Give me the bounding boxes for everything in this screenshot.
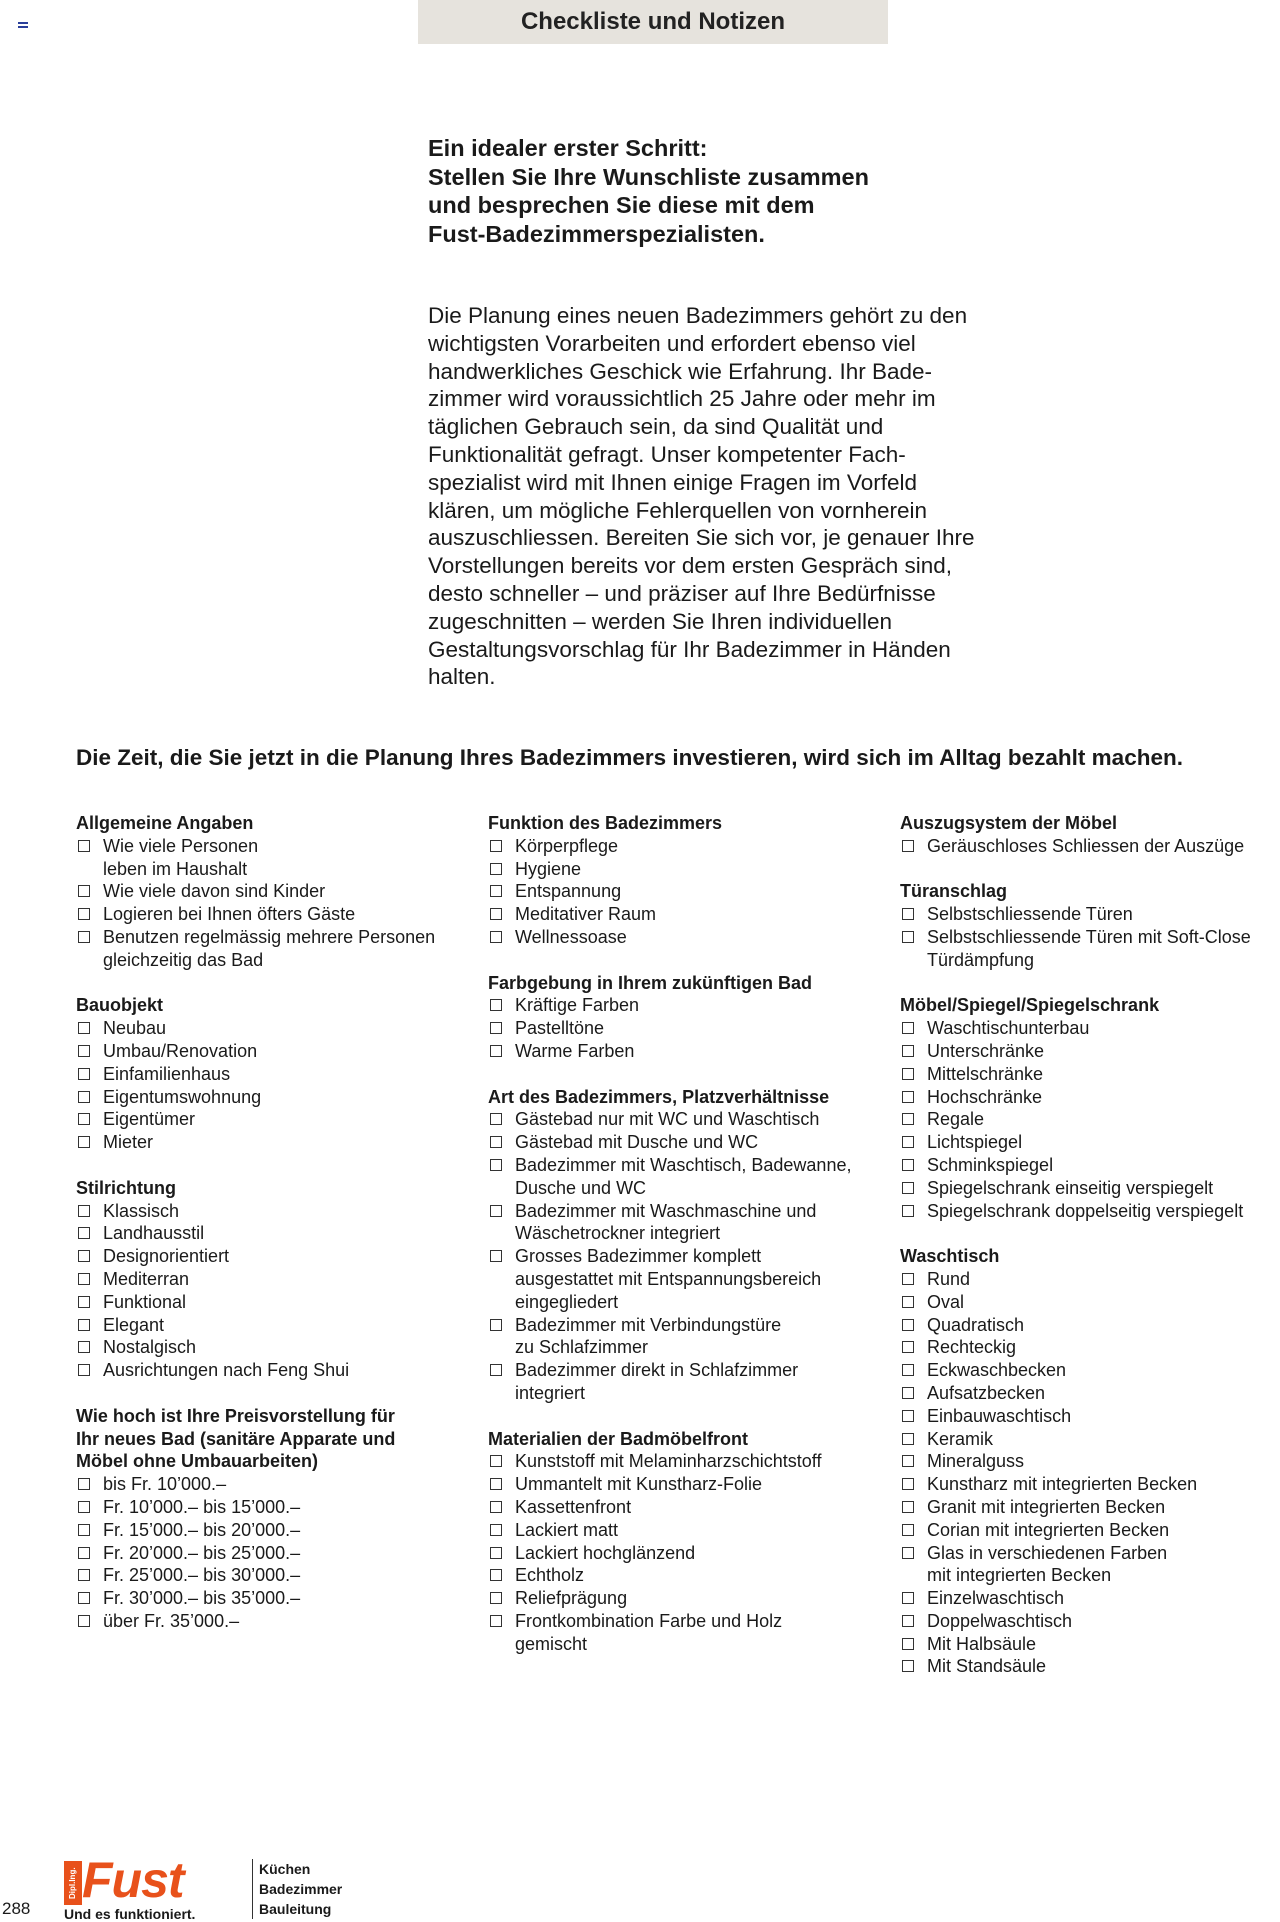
checkbox-icon[interactable]: [902, 1136, 914, 1148]
checklist-item-label: Schminkspiegel: [927, 1154, 1054, 1175]
checklist-item[interactable]: [488, 1154, 888, 1200]
checklist-item-label: Kunstharz mit integrierten Becken: [927, 1474, 1198, 1495]
checkbox-icon[interactable]: [78, 1592, 90, 1604]
checklist-item-label: Spiegelschrank doppelseitig verspiegelt: [927, 1200, 1244, 1221]
checkbox-icon[interactable]: [78, 1319, 90, 1331]
checklist-item[interactable]: [76, 1268, 456, 1291]
checkbox-icon[interactable]: [78, 1045, 90, 1057]
checklist-item-label: Selbstschliessende Türen: [927, 904, 1133, 925]
checklist-item[interactable]: [76, 1086, 456, 1109]
checklist-column-1: [76, 812, 456, 1655]
checklist-item-label: Warme Farben: [515, 1040, 635, 1061]
checkbox-icon[interactable]: [902, 1182, 914, 1194]
checkbox-icon[interactable]: [902, 1592, 914, 1604]
checklist-item-label: Corian mit integrierten Becken: [927, 1519, 1170, 1540]
checklist-item-label: Wie viele davon sind Kinder: [103, 881, 326, 902]
checklist-item-label: Mediterran: [103, 1268, 190, 1289]
checkbox-icon[interactable]: [902, 1296, 914, 1308]
checklist-item[interactable]: [900, 1200, 1280, 1223]
checkbox-icon[interactable]: [902, 1660, 914, 1672]
checkbox-icon[interactable]: [490, 1205, 502, 1217]
checkbox-icon[interactable]: [902, 1524, 914, 1536]
checkbox-icon[interactable]: [78, 1501, 90, 1513]
checkbox-icon[interactable]: [78, 1113, 90, 1125]
logo-badge: Dipl.Ing.: [64, 1861, 82, 1905]
checklist-item-label: Entspannung: [515, 881, 622, 902]
checklist-item[interactable]: [488, 1542, 888, 1565]
checklist-item-label: bis Fr. 10’000.–: [103, 1474, 227, 1495]
checklist-item-label: Ummantelt mit Kunstharz-Folie: [515, 1474, 763, 1495]
checklist-item-label: Rund: [927, 1268, 971, 1289]
checklist-item[interactable]: [900, 1108, 1280, 1131]
checklist-item[interactable]: [488, 1200, 888, 1246]
checkbox-icon[interactable]: [78, 1615, 90, 1627]
checkbox-icon[interactable]: [490, 1592, 502, 1604]
checklist-item-label: Landhausstil: [103, 1223, 205, 1244]
checkbox-icon[interactable]: [490, 1319, 502, 1331]
checklist-item[interactable]: [76, 903, 456, 926]
checklist-item-label: Neubau: [103, 1018, 167, 1039]
checklist-item[interactable]: [900, 1268, 1280, 1291]
checklist-item-label: Granit mit integrierten Becken: [927, 1496, 1166, 1517]
checkbox-icon[interactable]: [902, 1638, 914, 1650]
checklist-item[interactable]: [76, 1040, 456, 1063]
checklist-item-label: Kassettenfront: [515, 1496, 632, 1517]
checklist-item[interactable]: [76, 1017, 456, 1040]
checklist-item-label: Kunststoff mit Melaminharzschichtstoff: [515, 1451, 822, 1472]
intro-heading: Ein idealer erster Schritt: Stellen Sie Ihre Wunschliste zusammen und besprechen Sie diese mit dem Fust-Badezimmerspezialisten.: [428, 135, 869, 247]
checkbox-icon[interactable]: [490, 1501, 502, 1513]
checkbox-icon[interactable]: [490, 1113, 502, 1125]
checklist-item[interactable]: [900, 1382, 1280, 1405]
checkbox-icon[interactable]: [78, 1068, 90, 1080]
checkbox-icon[interactable]: [902, 840, 914, 852]
checkbox-icon[interactable]: [490, 1159, 502, 1171]
checklist-item-label: Mit Standsäule: [927, 1656, 1047, 1677]
checklist-item[interactable]: [900, 1314, 1280, 1337]
checkbox-icon[interactable]: [78, 931, 90, 943]
checkbox-icon[interactable]: [902, 1615, 914, 1627]
checklist-item[interactable]: [900, 1154, 1280, 1177]
section-title: Wie hoch ist Ihre Preisvorstellung für Ihr neues Bad (sanitäre Apparate und Möbel ohne Umbauarbeiten): [76, 1405, 396, 1472]
checklist-item[interactable]: [900, 1177, 1280, 1200]
checklist-item[interactable]: [488, 1245, 888, 1313]
checklist-item[interactable]: [488, 1450, 888, 1473]
checklist-item[interactable]: [488, 1359, 888, 1405]
checkbox-icon[interactable]: [902, 1387, 914, 1399]
checklist-item[interactable]: [76, 1131, 456, 1154]
checkbox-icon[interactable]: [490, 840, 502, 852]
fust-logo: [64, 1852, 244, 1922]
section-title: Art des Badezimmers, Platzverhältnisse: [488, 1086, 830, 1107]
checklist-item-label: Waschtischunterbau: [927, 1018, 1090, 1039]
checklist-item-label: Echtholz: [515, 1565, 585, 1586]
section-title: Waschtisch: [900, 1246, 1000, 1267]
checklist-item-label: Unterschränke: [927, 1040, 1045, 1061]
checkbox-icon[interactable]: [490, 1478, 502, 1490]
checklist-item[interactable]: [76, 1587, 456, 1610]
checklist-item-label: Lackiert matt: [515, 1519, 619, 1540]
checklist-section: [76, 1177, 456, 1382]
checklist-item-label: Reliefprägung: [515, 1588, 628, 1609]
checklist-item[interactable]: [900, 1405, 1280, 1428]
checklist-item-label: Klassisch: [103, 1200, 180, 1221]
checklist-section: [900, 812, 1280, 858]
checklist-item-label: Mieter: [103, 1132, 154, 1153]
checklist-item[interactable]: [488, 858, 888, 881]
checklist-item-label: Körperpflege: [515, 835, 619, 856]
checklist-item-label: Designorientiert: [103, 1246, 230, 1267]
checkbox-icon[interactable]: [490, 1364, 502, 1376]
checklist-item-label: Fr. 10’000.– bis 15’000.–: [103, 1496, 301, 1517]
checkbox-icon[interactable]: [490, 908, 502, 920]
checklist-column-2: [488, 812, 888, 1678]
checkbox-icon[interactable]: [78, 1341, 90, 1353]
checkbox-icon[interactable]: [902, 1364, 914, 1376]
checkbox-icon[interactable]: [78, 1569, 90, 1581]
checklist-section: [76, 994, 456, 1154]
checklist-item-label: Mineralguss: [927, 1451, 1025, 1472]
checkbox-icon[interactable]: [490, 1569, 502, 1581]
checkbox-icon[interactable]: [490, 931, 502, 943]
checklist-item-label: Badezimmer mit Verbindungstüre zu Schlafzimmer: [515, 1314, 782, 1358]
checkbox-icon[interactable]: [902, 1045, 914, 1057]
footer: [0, 1852, 400, 1922]
checklist-item[interactable]: [900, 1063, 1280, 1086]
checkbox-icon[interactable]: [78, 1136, 90, 1148]
checklist-item-label: Badezimmer mit Waschmaschine und Wäschetrockner integriert: [515, 1200, 817, 1244]
checkbox-icon[interactable]: [490, 863, 502, 875]
checkbox-icon[interactable]: [490, 1547, 502, 1559]
checkbox-icon[interactable]: [78, 1547, 90, 1559]
checklist-item[interactable]: [76, 1610, 456, 1633]
checkbox-icon[interactable]: [490, 885, 502, 897]
checkbox-icon[interactable]: [902, 1410, 914, 1422]
checklist-section: [900, 994, 1280, 1222]
checklist-section: [900, 880, 1280, 971]
checklist-item[interactable]: [900, 1086, 1280, 1109]
checkbox-icon[interactable]: [902, 1478, 914, 1490]
checkbox-icon[interactable]: [490, 1615, 502, 1627]
checklist-item-label: Glas in verschiedenen Farben mit integrierten Becken: [927, 1542, 1168, 1586]
checklist-item-label: Keramik: [927, 1428, 994, 1449]
checkbox-icon[interactable]: [490, 1455, 502, 1467]
checklist-item-label: Badezimmer direkt in Schlafzimmer integriert: [515, 1360, 799, 1403]
checklist-item[interactable]: [900, 1496, 1280, 1519]
checklist-item[interactable]: [76, 1496, 456, 1519]
checklist-item[interactable]: [488, 926, 888, 949]
checklist-item[interactable]: [900, 1655, 1280, 1678]
checkbox-icon[interactable]: [78, 885, 90, 897]
checklist-item[interactable]: [488, 903, 888, 926]
checkbox-icon[interactable]: [490, 1022, 502, 1034]
checklist-section: [76, 812, 456, 972]
checklist-item-label: Doppelwaschtisch: [927, 1610, 1073, 1631]
checklist-item-label: Fr. 15’000.– bis 20’000.–: [103, 1519, 301, 1540]
checklist-item-label: Nostalgisch: [103, 1337, 197, 1358]
checklist-item[interactable]: [76, 880, 456, 903]
checklist-item-label: Hochschränke: [927, 1086, 1043, 1107]
checklist-item-label: Kräftige Farben: [515, 995, 640, 1016]
checkbox-icon[interactable]: [902, 1159, 914, 1171]
checklist-item-label: Eigentumswohnung: [103, 1086, 262, 1107]
checklist-item[interactable]: [488, 1314, 888, 1360]
checklist-item[interactable]: [488, 880, 888, 903]
checkbox-icon[interactable]: [78, 1296, 90, 1308]
checklist-item-label: Meditativer Raum: [515, 904, 657, 925]
checkbox-icon[interactable]: [78, 908, 90, 920]
section-title: Türanschlag: [900, 881, 1008, 902]
checkbox-icon[interactable]: [902, 1022, 914, 1034]
checklist-item-label: Elegant: [103, 1314, 165, 1335]
checkbox-icon[interactable]: [490, 999, 502, 1011]
checklist-item-label: Eckwaschbecken: [927, 1360, 1067, 1381]
tagline: Die Zeit, die Sie jetzt in die Planung Ihres Badezimmers investieren, wird sich im Alltag bezahlt machen.: [76, 745, 1183, 770]
checklist-item[interactable]: [900, 1542, 1280, 1588]
checklist-item[interactable]: [488, 1473, 888, 1496]
checklist-item[interactable]: [488, 1519, 888, 1542]
checkbox-icon[interactable]: [902, 1068, 914, 1080]
checkbox-icon[interactable]: [490, 1524, 502, 1536]
checkbox-icon[interactable]: [78, 1524, 90, 1536]
checklist-item[interactable]: [76, 1336, 456, 1359]
checklist-item-label: Mit Halbsäule: [927, 1633, 1037, 1654]
checklist-item[interactable]: [488, 1131, 888, 1154]
checklist-item-label: Eigentümer: [103, 1109, 196, 1130]
page-header: [418, 0, 888, 44]
checklist-item[interactable]: [488, 994, 888, 1017]
intro-text: Die Planung eines neuen Badezimmers gehört zu den wichtigsten Vorarbeiten und erfordert ebenso viel handwerkliches Geschick wie Erfahrung. Ihr Bade- zimmer wird voraussichtlich 25 Jahre oder mehr im täglichen Gebrauch sein, da sind Qualität und Funktionalität gefragt. Unser kompetenter Fach- spezialist wird mit Ihnen einige Fragen im Vorfeld klären, um mögliche Fehlerquellen von vornherein auszuschliessen. Bereiten Sie sich vor, je genauer Ihre Vorstellungen bereits vor dem ersten Gespräch sind, desto schneller – und präziser auf Ihre Bedürfnisse zugeschnitten – werden Sie Ihren individuellen Gestaltungsvorschlag für Ihr Badezimmer in Händen halten.: [428, 303, 975, 690]
checkbox-icon[interactable]: [902, 908, 914, 920]
checkbox-icon[interactable]: [902, 1273, 914, 1285]
checkbox-icon[interactable]: [78, 1364, 90, 1376]
checklist-item[interactable]: [76, 926, 456, 972]
checklist-item-label: Einbauwaschtisch: [927, 1405, 1072, 1426]
checklist-item[interactable]: [900, 1291, 1280, 1314]
checklist-item[interactable]: [900, 835, 1280, 858]
checklist-item[interactable]: [900, 1473, 1280, 1496]
checkbox-icon[interactable]: [78, 1091, 90, 1103]
checklist-item-label: Lichtspiegel: [927, 1132, 1023, 1153]
checklist-item-label: Ausrichtungen nach Feng Shui: [103, 1360, 350, 1381]
checkbox-icon[interactable]: [78, 840, 90, 852]
checkbox-icon[interactable]: [78, 1205, 90, 1217]
section-title: Bauobjekt: [76, 995, 164, 1016]
logo-category: Küchen: [259, 1861, 311, 1877]
checklist-item[interactable]: [900, 1450, 1280, 1473]
checklist-item[interactable]: [900, 1131, 1280, 1154]
logo-category: Badezimmer: [259, 1881, 343, 1897]
checkbox-icon[interactable]: [902, 1113, 914, 1125]
checklist-item-label: Pastelltöne: [515, 1018, 605, 1039]
checklist-item[interactable]: [488, 835, 888, 858]
checklist-section: [488, 1086, 888, 1405]
checklist-item-label: Rechteckig: [927, 1337, 1017, 1358]
menu-icon[interactable]: [18, 22, 28, 30]
checklist-item[interactable]: [488, 1040, 888, 1063]
logo-category: Bauleitung: [259, 1901, 332, 1917]
checklist-section: [488, 972, 888, 1063]
checklist-item[interactable]: [900, 903, 1280, 926]
checklist-column-3: [900, 812, 1280, 1701]
checkbox-icon[interactable]: [78, 1227, 90, 1239]
checklist-item[interactable]: [488, 1587, 888, 1610]
checklist-item-label: Regale: [927, 1109, 985, 1130]
section-title: Stilrichtung: [76, 1177, 176, 1198]
checklist-section: [488, 812, 888, 949]
checklist-item-label: Aufsatzbecken: [927, 1382, 1046, 1403]
checklist-item[interactable]: [76, 1564, 456, 1587]
checklist-item-label: Lackiert hochglänzend: [515, 1542, 696, 1563]
checklist-item-label: Fr. 30’000.– bis 35’000.–: [103, 1588, 301, 1609]
checklist-item-label: Fr. 25’000.– bis 30’000.–: [103, 1565, 301, 1586]
checklist-item-label: Wellnessoase: [515, 926, 627, 947]
checklist-item[interactable]: [76, 1314, 456, 1337]
checklist-item[interactable]: [900, 1428, 1280, 1451]
checklist-section: [76, 1405, 456, 1633]
checklist-item-label: Selbstschliessende Türen mit Soft-Close Türdämpfung: [927, 926, 1251, 970]
checklist-item-label: Geräuschloses Schliessen der Auszüge: [927, 835, 1245, 856]
checklist-item[interactable]: [488, 1610, 888, 1656]
checkbox-icon[interactable]: [902, 1205, 914, 1217]
checklist-item-label: Grosses Badezimmer komplett ausgestattet mit Entspannungsbereich eingegliedert: [515, 1246, 822, 1312]
checkbox-icon[interactable]: [902, 1091, 914, 1103]
checklist-item[interactable]: [76, 1222, 456, 1245]
section-title: Funktion des Badezimmers: [488, 813, 723, 833]
checkbox-icon[interactable]: [78, 1478, 90, 1490]
checklist-item[interactable]: [76, 1519, 456, 1542]
checklist-item-label: Wie viele Personen leben im Haushalt: [103, 835, 259, 879]
checkbox-icon[interactable]: [490, 1250, 502, 1262]
checklist-item[interactable]: [76, 1542, 456, 1565]
checklist-item-label: Einzelwaschtisch: [927, 1588, 1065, 1609]
section-title: Möbel/Spiegel/Spiegelschrank: [900, 995, 1160, 1016]
checklist-item[interactable]: [900, 1017, 1280, 1040]
page-title: Checkliste und Notizen: [520, 8, 786, 35]
checklist-item-label: Mittelschränke: [927, 1063, 1044, 1084]
section-title: Farbgebung in Ihrem zukünftigen Bad: [488, 972, 812, 993]
checklist-item-label: Oval: [927, 1291, 965, 1312]
checklist-item[interactable]: [76, 1245, 456, 1268]
checklist-item-label: Frontkombination Farbe und Holz gemischt: [515, 1610, 783, 1654]
section-title: Materialien der Badmöbelfront: [488, 1428, 749, 1449]
checkbox-icon[interactable]: [902, 1433, 914, 1445]
logo-claim: Und es funktioniert.: [64, 1906, 196, 1922]
checkbox-icon[interactable]: [902, 931, 914, 943]
checklist-item[interactable]: [900, 1587, 1280, 1610]
checklist-item-label: über Fr. 35’000.–: [103, 1610, 240, 1631]
logo-word: Fust: [82, 1852, 184, 1908]
checklist-item[interactable]: [900, 926, 1280, 972]
checklist-item-label: Einfamilienhaus: [103, 1063, 231, 1084]
checklist-item-label: Badezimmer mit Waschtisch, Badewanne, Dusche und WC: [515, 1154, 852, 1198]
checklist-item-label: Hygiene: [515, 858, 582, 879]
checkbox-icon[interactable]: [490, 1136, 502, 1148]
checklist-item-label: Spiegelschrank einseitig verspiegelt: [927, 1177, 1214, 1198]
checklist-item[interactable]: [76, 1473, 456, 1496]
checklist-item[interactable]: [488, 1108, 888, 1131]
checklist-item[interactable]: [488, 1496, 888, 1519]
checkbox-icon[interactable]: [902, 1501, 914, 1513]
checklist-item[interactable]: [900, 1610, 1280, 1633]
checklist-item[interactable]: [76, 1359, 456, 1382]
checklist-item[interactable]: [900, 1359, 1280, 1382]
checklist-item[interactable]: [900, 1633, 1280, 1656]
checklist-item[interactable]: [900, 1519, 1280, 1542]
section-title: Allgemeine Angaben: [76, 813, 254, 833]
checklist-item[interactable]: [900, 1336, 1280, 1359]
checkbox-icon[interactable]: [902, 1455, 914, 1467]
checkbox-icon[interactable]: [78, 1250, 90, 1262]
checkbox-icon[interactable]: [490, 1045, 502, 1057]
checkbox-icon[interactable]: [902, 1341, 914, 1353]
checklist-item[interactable]: [76, 1291, 456, 1314]
checklist-item[interactable]: [488, 1564, 888, 1587]
logo-categories: [252, 1859, 342, 1919]
checklist-item[interactable]: [76, 835, 456, 881]
checklist-item-label: Logieren bei Ihnen öfters Gäste: [103, 904, 356, 925]
checklist-item[interactable]: [488, 1017, 888, 1040]
checklist-item-label: Gästebad mit Dusche und WC: [515, 1132, 759, 1153]
page-number: 288: [2, 1899, 31, 1918]
checklist-item[interactable]: [76, 1108, 456, 1131]
section-title: Auszugsystem der Möbel: [900, 813, 1118, 833]
checklist-item[interactable]: [76, 1063, 456, 1086]
checklist-item-label: Fr. 20’000.– bis 25’000.–: [103, 1542, 301, 1563]
checklist-item-label: Benutzen regelmässig mehrere Personen gleichzeitig das Bad: [103, 926, 436, 970]
checkbox-icon[interactable]: [78, 1273, 90, 1285]
checklist-item[interactable]: [76, 1200, 456, 1223]
checklist-item-label: Gästebad nur mit WC und Waschtisch: [515, 1109, 820, 1130]
checklist-section: [900, 1245, 1280, 1678]
checklist-item-label: Umbau/Renovation: [103, 1040, 258, 1061]
checkbox-icon[interactable]: [902, 1547, 914, 1559]
checklist-section: [488, 1428, 888, 1656]
checklist-item-label: Funktional: [103, 1291, 187, 1312]
checklist-item-label: Quadratisch: [927, 1314, 1025, 1335]
checklist-item[interactable]: [900, 1040, 1280, 1063]
checkbox-icon[interactable]: [902, 1319, 914, 1331]
checkbox-icon[interactable]: [78, 1022, 90, 1034]
